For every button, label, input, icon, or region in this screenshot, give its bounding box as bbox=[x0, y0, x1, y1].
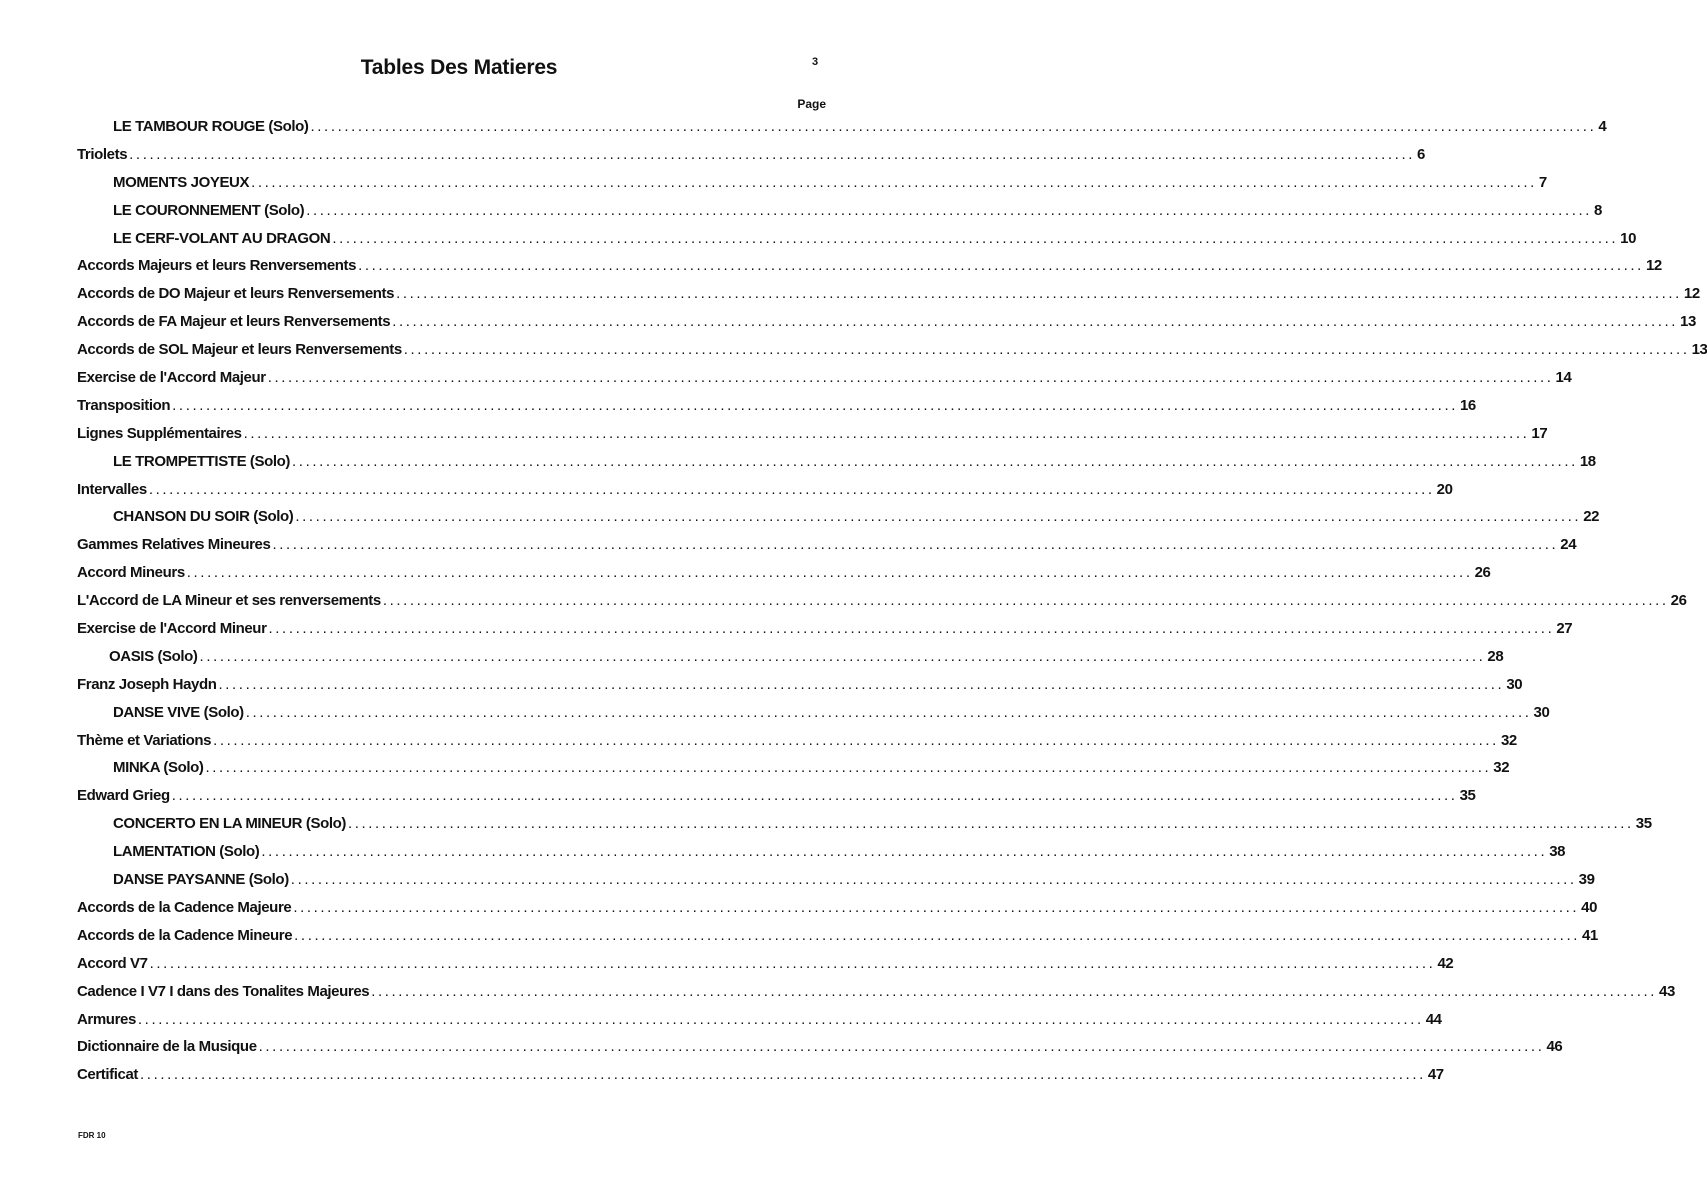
toc-dot-leader: .............................................................................................................................................................................................. bbox=[358, 257, 1644, 275]
toc-entry-title: Edward Grieg bbox=[77, 787, 170, 805]
toc-entry-page: 47 bbox=[1427, 1066, 1444, 1084]
toc-entry-title: Transposition bbox=[77, 396, 171, 414]
toc-entry bbox=[77, 643, 1504, 671]
toc-entry bbox=[77, 615, 1573, 643]
toc-entry-page: 42 bbox=[1437, 954, 1454, 972]
toc-entry-title: Accords de la Cadence Mineure bbox=[77, 926, 293, 944]
toc-entry bbox=[77, 727, 1517, 755]
toc-entry-title: Dictionnaire de la Musique bbox=[77, 1038, 257, 1056]
toc-entry-title: CHANSON DU SOIR (Solo) bbox=[113, 508, 294, 526]
toc-entry-title: CONCERTO EN LA MINEUR (Solo) bbox=[113, 815, 346, 833]
toc-entry bbox=[77, 308, 1696, 336]
toc-entry-page: 32 bbox=[1493, 759, 1510, 777]
toc-entry-page: 12 bbox=[1645, 257, 1662, 275]
toc-entry-title: Accords Majeurs et leurs Renversements bbox=[77, 257, 357, 275]
toc-entry bbox=[77, 252, 1662, 280]
toc-entry-page: 7 bbox=[1538, 173, 1547, 191]
toc-entry-title: Armures bbox=[77, 1010, 136, 1028]
toc-dot-leader: .............................................................................................................................................................................................. bbox=[205, 759, 1492, 777]
toc-entry-title: Cadence I V7 I dans des Tonalites Majeures bbox=[77, 982, 370, 1000]
toc-dot-leader: .............................................................................................................................................................................................. bbox=[396, 285, 1682, 303]
toc-entry bbox=[77, 1061, 1444, 1089]
toc-dot-leader: .............................................................................................................................................................................................. bbox=[403, 341, 1690, 359]
toc-entry-title: Accords de SOL Majeur et leurs Renversements bbox=[77, 341, 402, 359]
toc-dot-leader: .............................................................................................................................................................................................. bbox=[251, 173, 1537, 191]
toc-entry-page: 35 bbox=[1459, 787, 1476, 805]
toc-entry-page: 24 bbox=[1560, 536, 1577, 554]
toc-entry-title: LE CERF-VOLANT AU DRAGON bbox=[113, 229, 331, 247]
toc-entry-title: Lignes Supplémentaires bbox=[77, 424, 242, 442]
toc-entry-page: 44 bbox=[1425, 1010, 1442, 1028]
toc-entry-page: 8 bbox=[1594, 201, 1602, 219]
toc-entry bbox=[77, 364, 1572, 392]
toc-dot-leader: .............................................................................................................................................................................................. bbox=[267, 369, 1554, 387]
toc-entry-title: L'Accord de LA Mineur et ses renversements bbox=[77, 592, 381, 610]
toc-dot-leader: .............................................................................................................................................................................................. bbox=[218, 675, 1505, 693]
toc-entry-title: Exercise de l'Accord Majeur bbox=[77, 369, 266, 387]
toc-entry bbox=[77, 922, 1598, 950]
toc-dot-leader: .............................................................................................................................................................................................. bbox=[392, 313, 1679, 331]
toc-dot-leader: .............................................................................................................................................................................................. bbox=[258, 1038, 1545, 1056]
toc-entry bbox=[77, 113, 1607, 141]
toc-entry-title: Accords de la Cadence Majeure bbox=[77, 898, 292, 916]
toc-dot-leader: .............................................................................................................................................................................................. bbox=[382, 592, 1669, 610]
toc-dot-leader: .............................................................................................................................................................................................. bbox=[171, 787, 1458, 805]
toc-dot-leader: .............................................................................................................................................................................................. bbox=[295, 508, 1582, 526]
toc-dot-leader: .............................................................................................................................................................................................. bbox=[261, 843, 1548, 861]
toc-entry-title: DANSE PAYSANNE (Solo) bbox=[113, 871, 289, 889]
toc-dot-leader: .............................................................................................................................................................................................. bbox=[149, 954, 1436, 972]
toc-dot-leader: .............................................................................................................................................................................................. bbox=[199, 647, 1486, 665]
toc-entry-title: OASIS (Solo) bbox=[109, 647, 198, 665]
toc-dot-leader: .............................................................................................................................................................................................. bbox=[293, 898, 1580, 916]
toc-dot-leader: .............................................................................................................................................................................................. bbox=[290, 871, 1577, 889]
toc-entry-page: 18 bbox=[1579, 452, 1596, 470]
toc-dot-leader: .............................................................................................................................................................................................. bbox=[310, 118, 1597, 135]
toc-entry-title: Gammes Relatives Mineures bbox=[77, 536, 271, 554]
toc-entry-page: 32 bbox=[1500, 731, 1517, 749]
toc-entry-title: DANSE VIVE (Solo) bbox=[113, 703, 244, 721]
toc-entry bbox=[77, 448, 1596, 476]
toc-entry bbox=[77, 197, 1602, 225]
toc-entry-title: Thème et Variations bbox=[77, 731, 212, 749]
toc-entry bbox=[77, 141, 1425, 169]
toc-entry-page: 14 bbox=[1555, 369, 1572, 387]
toc-dot-leader: .............................................................................................................................................................................................. bbox=[292, 452, 1578, 470]
toc-entry-title: Intervalles bbox=[77, 480, 147, 498]
toc-dot-leader: .............................................................................................................................................................................................. bbox=[294, 926, 1580, 944]
toc-entry bbox=[77, 782, 1476, 810]
footer-code: FDR 10 bbox=[78, 1131, 106, 1140]
toc-entry-title: Accord V7 bbox=[77, 954, 148, 972]
toc-entry bbox=[77, 169, 1547, 197]
toc-entry bbox=[77, 559, 1491, 587]
toc-entry-page: 6 bbox=[1416, 145, 1425, 163]
toc-entry-page: 26 bbox=[1474, 564, 1491, 582]
toc-entry bbox=[77, 392, 1476, 420]
toc-entry-title: MINKA (Solo) bbox=[113, 759, 204, 777]
toc-dot-leader: .............................................................................................................................................................................................. bbox=[243, 424, 1530, 442]
toc-entry-page: 10 bbox=[1620, 229, 1637, 247]
toc-dot-leader: .............................................................................................................................................................................................. bbox=[272, 536, 1559, 554]
toc-entry bbox=[77, 280, 1700, 308]
toc-dot-leader: .............................................................................................................................................................................................. bbox=[332, 229, 1619, 247]
toc-dot-leader: .............................................................................................................................................................................................. bbox=[186, 564, 1473, 582]
toc-entry-page: 30 bbox=[1533, 703, 1550, 721]
toc-entry bbox=[77, 699, 1550, 727]
toc-entry-page: 27 bbox=[1556, 620, 1573, 638]
toc-entry bbox=[77, 754, 1510, 782]
toc-entry-page: 12 bbox=[1683, 285, 1700, 303]
toc-entry bbox=[77, 978, 1675, 1006]
toc-entry-page: 22 bbox=[1583, 508, 1600, 526]
toc-dot-leader: .............................................................................................................................................................................................. bbox=[140, 1066, 1426, 1084]
toc-entry bbox=[77, 1006, 1442, 1034]
toc-entry bbox=[77, 838, 1566, 866]
toc-entry-page: 13 bbox=[1691, 341, 1707, 359]
toc-entry bbox=[77, 336, 1707, 364]
toc-entry-title: Franz Joseph Haydn bbox=[77, 675, 217, 693]
toc-entry bbox=[77, 894, 1598, 922]
page-column-header: Page bbox=[797, 97, 826, 111]
toc-entry-page: 43 bbox=[1659, 982, 1675, 1000]
toc-entry-page: 41 bbox=[1581, 926, 1598, 944]
toc-entry bbox=[77, 587, 1687, 615]
toc-entry bbox=[77, 420, 1548, 448]
toc-entry-title: Certificat bbox=[77, 1066, 139, 1084]
toc-entry bbox=[77, 531, 1577, 559]
toc-dot-leader: .............................................................................................................................................................................................. bbox=[347, 815, 1634, 833]
toc-entry bbox=[77, 866, 1595, 894]
toc-entry-title: LAMENTATION (Solo) bbox=[113, 843, 260, 861]
page-number: 3 bbox=[812, 56, 819, 68]
toc-dot-leader: .............................................................................................................................................................................................. bbox=[213, 731, 1499, 749]
toc-entry bbox=[77, 810, 1652, 838]
toc-entry bbox=[77, 671, 1523, 699]
toc-dot-leader: .............................................................................................................................................................................................. bbox=[371, 982, 1658, 1000]
toc-dot-leader: .............................................................................................................................................................................................. bbox=[137, 1010, 1424, 1028]
toc-entry-page: 26 bbox=[1670, 592, 1687, 610]
toc-entry-page: 13 bbox=[1680, 313, 1696, 331]
toc-dot-leader: .............................................................................................................................................................................................. bbox=[172, 396, 1458, 414]
toc-entry-title: MOMENTS JOYEUX bbox=[113, 173, 250, 191]
toc-entry-title: Accords de FA Majeur et leurs Renversements bbox=[77, 313, 391, 331]
toc-entry-title: Accord Mineurs bbox=[77, 564, 185, 582]
toc-entry bbox=[77, 1033, 1563, 1061]
toc-dot-leader: .............................................................................................................................................................................................. bbox=[148, 480, 1435, 498]
toc-entry-page: 39 bbox=[1578, 871, 1595, 889]
table-of-contents bbox=[77, 113, 1707, 1089]
toc-entry-title: Accords de DO Majeur et leurs Renversements bbox=[77, 285, 395, 303]
toc-entry-page: 4 bbox=[1598, 118, 1607, 135]
toc-entry-title: LE TROMPETTISTE (Solo) bbox=[113, 452, 291, 470]
toc-entry-page: 46 bbox=[1546, 1038, 1563, 1056]
toc-entry-page: 35 bbox=[1635, 815, 1652, 833]
toc-dot-leader: .............................................................................................................................................................................................. bbox=[245, 703, 1532, 721]
toc-dot-leader: .............................................................................................................................................................................................. bbox=[129, 145, 1415, 163]
toc-entry-page: 28 bbox=[1487, 647, 1504, 665]
toc-entry bbox=[77, 503, 1600, 531]
toc-dot-leader: .............................................................................................................................................................................................. bbox=[306, 201, 1593, 219]
toc-entry-page: 38 bbox=[1549, 843, 1566, 861]
page-title: Tables Des Matieres bbox=[360, 56, 558, 79]
toc-entry-title: Triolets bbox=[77, 145, 128, 163]
toc-entry-title: LE TAMBOUR ROUGE (Solo) bbox=[113, 118, 309, 135]
toc-entry bbox=[77, 225, 1637, 253]
toc-entry bbox=[77, 476, 1453, 504]
toc-dot-leader: .............................................................................................................................................................................................. bbox=[268, 620, 1555, 638]
toc-entry-title: Exercise de l'Accord Mineur bbox=[77, 620, 267, 638]
toc-entry-page: 40 bbox=[1581, 898, 1598, 916]
toc-entry-page: 30 bbox=[1506, 675, 1523, 693]
toc-entry-page: 17 bbox=[1531, 424, 1548, 442]
toc-entry-page: 16 bbox=[1459, 396, 1476, 414]
toc-entry bbox=[77, 950, 1454, 978]
toc-entry-page: 20 bbox=[1436, 480, 1453, 498]
toc-entry-title: LE COURONNEMENT (Solo) bbox=[113, 201, 305, 219]
